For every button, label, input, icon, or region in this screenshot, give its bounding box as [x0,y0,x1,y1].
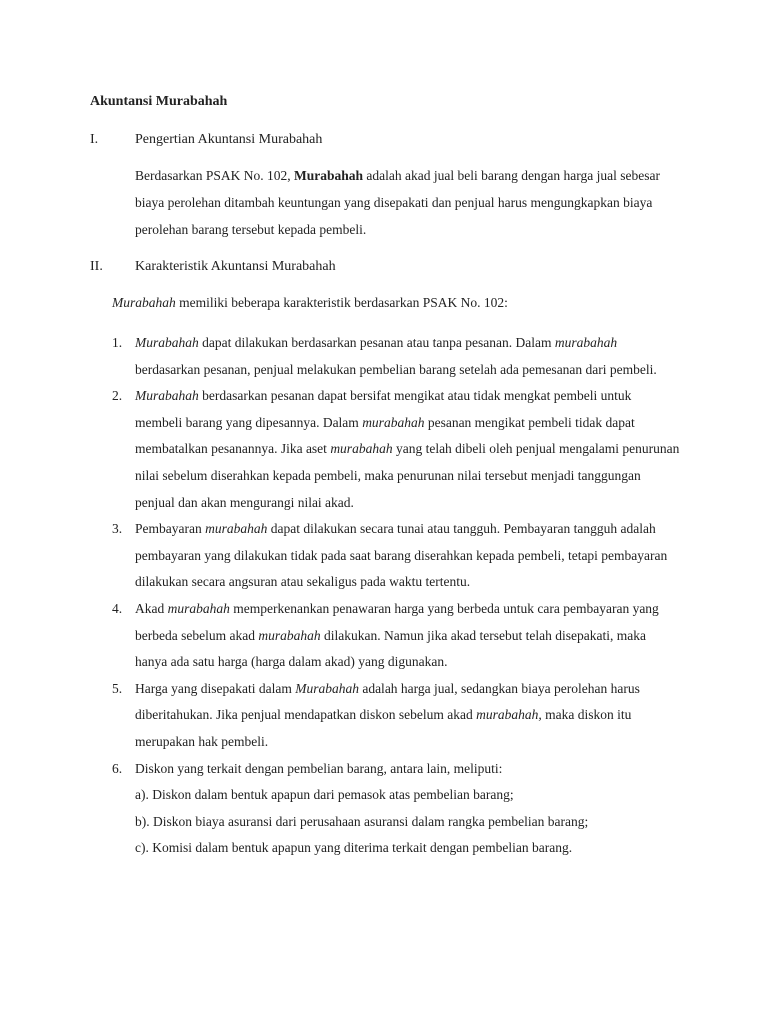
intro-italic-term: Murabahah [112,295,176,310]
list-item [112,676,680,756]
intro-text: memiliki beberapa karakteristik berdasarkan PSAK No. 102: [175,295,508,310]
item-text: pesanan mengikat pembeli tidak dapat membatalkan pesanannya. Jika aset [135,414,635,457]
list-number: 5. [112,680,123,696]
list-number: 1. [112,335,123,350]
section-2-heading [90,259,336,275]
item-text: Harga yang disepakati dalam [135,680,296,696]
list-number: 2. [112,388,123,404]
list-item [112,756,680,862]
item-text: memperkenankan penawaran harga yang berbeda untuk cara pembayaran yang berbeda sebelum akad [135,600,659,643]
item-text: berdasarkan pesanan dapat bersifat mengikat atau tidak mengkat pembeli untuk membeli barang yang dipesannya. Dalam [135,388,632,430]
italic-term: murabahah [362,414,425,430]
list-item [112,330,680,383]
italic-term: Murabahah [135,335,199,350]
list-item [112,596,680,676]
sub-item: a). Diskon dalam bentuk apapun dari pemasok atas pembelian barang; [135,787,514,803]
list-number: 4. [112,600,123,616]
list-number: 3. [112,521,123,537]
item-text: dapat dilakukan berdasarkan pesanan atau tanpa pesanan. Dalam [198,335,555,350]
italic-term: murabahah [205,521,268,537]
italic-term: murabahah [258,627,321,643]
section-2-number: II. [90,259,103,274]
italic-term: murabahah [554,335,618,350]
italic-term: Murabahah [135,388,199,404]
list-item [112,383,680,516]
section-1-heading [90,132,322,148]
item-text: yang telah dibeli oleh penjual mengalami penurunan nilai sebelum diserahkan kepada pembeli, maka penurunan nilai tersebut menjadi tanggungan penjual dan akan mengurangi nilai akad. [135,441,680,510]
sub-item: c). Komisi dalam bentuk apapun yang diterima terkait dengan pembelian barang. [135,840,573,856]
paragraph-text: Berdasarkan PSAK No. 102, [135,168,294,183]
italic-term: murabahah, [476,707,542,723]
item-text: berdasarkan pesanan, penjual melakukan pembelian barang setelah ada pemesanan dari pembeli. [135,361,657,377]
section-1-title: Pengertian Akuntansi Murabahah [135,132,323,147]
italic-term: murabahah [330,441,393,457]
section-1-number: I. [90,132,99,147]
italic-term: Murabahah [295,680,359,696]
section-2-title: Karakteristik Akuntansi Murabahah [135,259,336,274]
section-2-intro [112,295,508,311]
item-text: dapat dilakukan secara tunai atau tangguh. Pembayaran tangguh adalah pembayaran yang dilakukan tidak pada saat barang diserahkan kepada pembeli, tetapi pembayaran dilakukan secara angsuran atau sekaligus pada waktu tertentu. [135,521,668,590]
item-text: Pembayaran [135,521,206,537]
item-text: maka diskon itu merupakan hak pembeli. [135,707,632,749]
item-text: Diskon yang terkait dengan pembelian barang, antara lain, meliputi: [135,760,503,776]
characteristics-list [112,330,680,862]
list-item [112,516,680,596]
section-1-paragraph [135,162,680,243]
item-text: Akad [135,600,168,616]
italic-term: murabahah [167,600,230,616]
paragraph-bold-term: Murabahah [293,168,364,183]
list-number: 6. [112,760,123,776]
document-title: Akuntansi Murabahah [90,94,228,109]
item-text: adalah harga jual, sedangkan biaya perolehan harus diberitahukan. Jika penjual mendapatkan diskon sebelum akad [135,680,640,723]
sub-item: b). Diskon biaya asuransi dari perusahaan asuransi dalam rangka pembelian barang; [135,813,589,829]
item-text: dilakukan. Namun jika akad tersebut telah disepakati, maka hanya ada satu harga (harga dalam akad) yang digunakan. [135,627,646,670]
paragraph-text: adalah akad jual beli barang dengan harga jual sebesar biaya perolehan ditambah keuntungan yang disepakati dan penjual harus mengungkapkan biaya perolehan barang tersebut kepada pembeli. [135,168,661,237]
